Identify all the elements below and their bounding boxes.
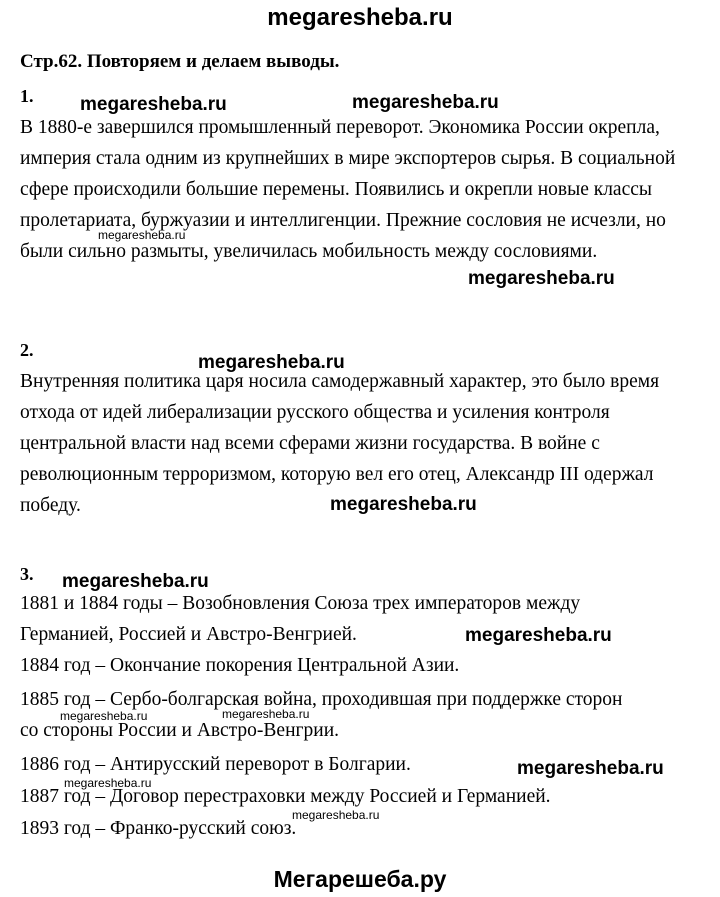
timeline-line: 1893 год – Франко-русский союз. [20, 818, 297, 839]
watermark: megaresheba.ru [292, 808, 380, 822]
watermark: megaresheba.ru [222, 707, 310, 721]
section-text: Внутренняя политика царя носила самодержавный характер, это было время отхода от идей либерализации русского общества и усиления контроля центральной власти над всеми сферами жизни государства. В войне с революционным терроризмом, которую вел его отец, Александр III одержал победу. [20, 371, 660, 516]
timeline-line: 1887 год – Договор перестраховки между Россией и Германией. [20, 786, 551, 807]
section-number: 3. [20, 564, 34, 584]
section-number: 1. [20, 86, 34, 106]
section-text: В 1880-е завершился промышленный переворот. Экономика России окрепла, империя стала одним из крупнейших в мире экспортеров сырья. В социальной сфере происходили большие перемены. Появились и окрепли новые классы пролетариата, буржуазии и интеллигенции. Прежние сословия не исчезли, но были сильно размыты, увеличилась мобильность между сословиями. [20, 117, 676, 262]
timeline-line: 1881 и 1884 годы – Возобновления Союза трех императоров между [20, 593, 581, 614]
timeline-line: 1884 год – Окончание покорения Центральной Азии. [20, 655, 460, 676]
watermark: megaresheba.ru [62, 571, 209, 592]
page-title: Стр.62. Повторяем и делаем выводы. [20, 51, 340, 72]
timeline-line: 1886 год – Антирусский переворот в Болгарии. [20, 754, 411, 775]
watermark: megaresheba.ru [80, 94, 227, 115]
timeline-line: Германией, Россией и Австро-Венгрией. [20, 624, 357, 645]
section-number: 2. [20, 340, 34, 360]
site-footer: Мегарешеба.ру [273, 866, 447, 892]
watermark: megaresheba.ru [517, 758, 664, 779]
timeline-line: 1885 год – Сербо-болгарская война, проходившая при поддержке сторон [20, 689, 623, 710]
timeline-line: со стороны России и Австро-Венгрии. [20, 720, 339, 741]
watermark: megaresheba.ru [98, 228, 186, 242]
watermark: megaresheba.ru [352, 92, 499, 113]
watermark: megaresheba.ru [64, 776, 152, 790]
watermark: megaresheba.ru [468, 268, 615, 289]
site-header: megaresheba.ru [267, 4, 453, 31]
watermark: megaresheba.ru [465, 625, 612, 646]
watermark: megaresheba.ru [60, 709, 148, 723]
watermark: megaresheba.ru [198, 352, 345, 373]
watermark: megaresheba.ru [330, 494, 477, 515]
